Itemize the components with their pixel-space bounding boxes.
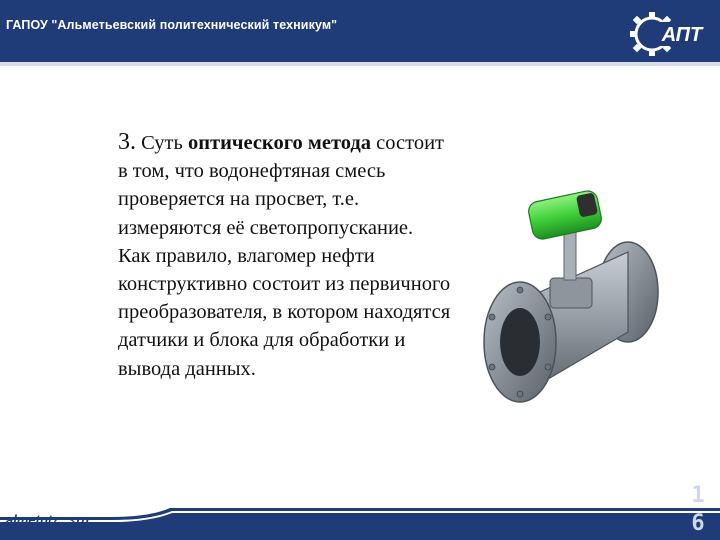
- paragraph-1-text-b: состоит в том, что водонефтяная смесь проверяется на просвет, т.е. измеряются её светопропускание.: [118, 132, 444, 239]
- slide-number: [688, 482, 708, 538]
- institution-title: ГАПОУ "Альметьевский политехнический техникум": [6, 18, 338, 32]
- paragraph-1-bold: оптического метода: [187, 132, 372, 154]
- header-bar: [0, 0, 720, 64]
- paragraph-1-text-a: Суть: [136, 132, 188, 154]
- logo-text: АПТ: [661, 24, 703, 46]
- flowmeter-image: [478, 182, 678, 422]
- footer-decoration: [0, 500, 720, 540]
- site-link[interactable]: [6, 512, 89, 527]
- slide-number-line-1: 1: [691, 483, 705, 508]
- main-text: [44, 128, 454, 383]
- site-name-left: almetpt: [6, 512, 53, 527]
- gear-logo-icon: [624, 8, 712, 60]
- site-name-right: ru: [76, 512, 90, 527]
- header-divider: [0, 62, 720, 66]
- paragraph-2: Как правило, влагомер нефти конструктивно состоит из первичного преобразователя, в котором находятся датчики и блока для обработки и вывода данных.: [118, 244, 451, 380]
- slide-number-line-2: 6: [691, 511, 705, 536]
- car-icon: [53, 516, 75, 526]
- point-number: 3.: [118, 129, 136, 155]
- paragraph-1: [44, 128, 454, 242]
